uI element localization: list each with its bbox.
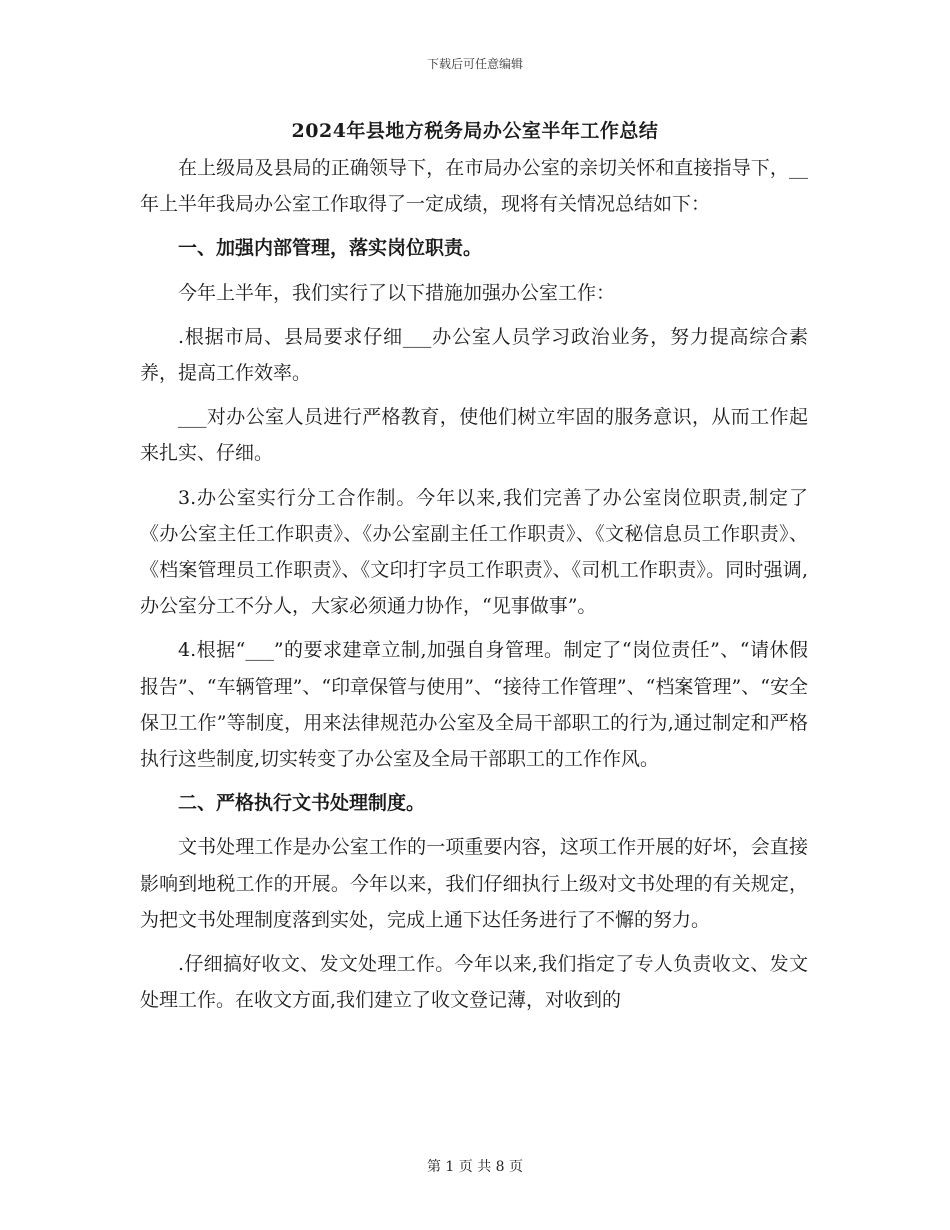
paragraph-intro: 在上级局及县局的正确领导下，在市局办公室的亲切关怀和直接指导下，__年上半年我局办公室工作取得了一定成绩，现将有关情况总结如下： xyxy=(140,157,808,216)
page-footer: 第 1 页 共 8 页 xyxy=(426,1159,524,1175)
section-heading-2: 二、严格执行文书处理制度。 xyxy=(178,792,426,815)
section-heading-1: 一、加强内部管理，落实岗位职责。 xyxy=(178,237,483,260)
paragraph: .根据市局、县局要求仔细___办公室人员学习政治业务，努力提高综合素养，提高工作效率。 xyxy=(140,325,808,385)
paragraph: .仔细搞好收文、发文处理工作。今年以来,我们指定了专人负责收文、发文处理工作。在收文方面,我们建立了收文登记薄，对收到的 xyxy=(140,953,808,1012)
paragraph: 4.根据“___”的要求建章立制,加强自身管理。制定了“岗位责任”、“请休假报告”、“车辆管理”、“印章保管与使用”、“接待工作管理”、“档案管理”、“安全保卫工作”等制度，用来法律规范办公室及全局干部职工的行为,通过制定和严格执行这些制度,切实转变了办公室及全局干部职工的工作作风。 xyxy=(140,639,808,771)
paragraph: ___对办公室人员进行严格教育，使他们树立牢固的服务意识，从而工作起来扎实、仔细。 xyxy=(140,406,808,465)
paragraph: 文书处理工作是办公室工作的一项重要内容，这项工作开展的好坏，会直接影响到地税工作的开展。今年以来，我们仔细执行上级对文书处理的有关规定，为把文书处理制度落到实处，完成上通下达任务进行了不懈的努力。 xyxy=(140,836,808,931)
header-note: 下载后可任意编辑 xyxy=(426,57,523,71)
document-body xyxy=(140,150,808,1018)
document-title: 2024年县地方税务局办公室半年工作总结 xyxy=(291,120,659,142)
paragraph: 今年上半年，我们实行了以下措施加强办公室工作： xyxy=(178,281,616,304)
paragraph: 3.办公室实行分工合作制。今年以来,我们完善了办公室岗位职责,制定了《办公室主任工作职责》、《办公室副主任工作职责》、《文秘信息员工作职责》、《档案管理员工作职责》、《文印打字员工作职责》、《司机工作职责》。同时强调,办公室分工不分人，大家必须通力协作，“见事做事”。 xyxy=(140,486,808,618)
